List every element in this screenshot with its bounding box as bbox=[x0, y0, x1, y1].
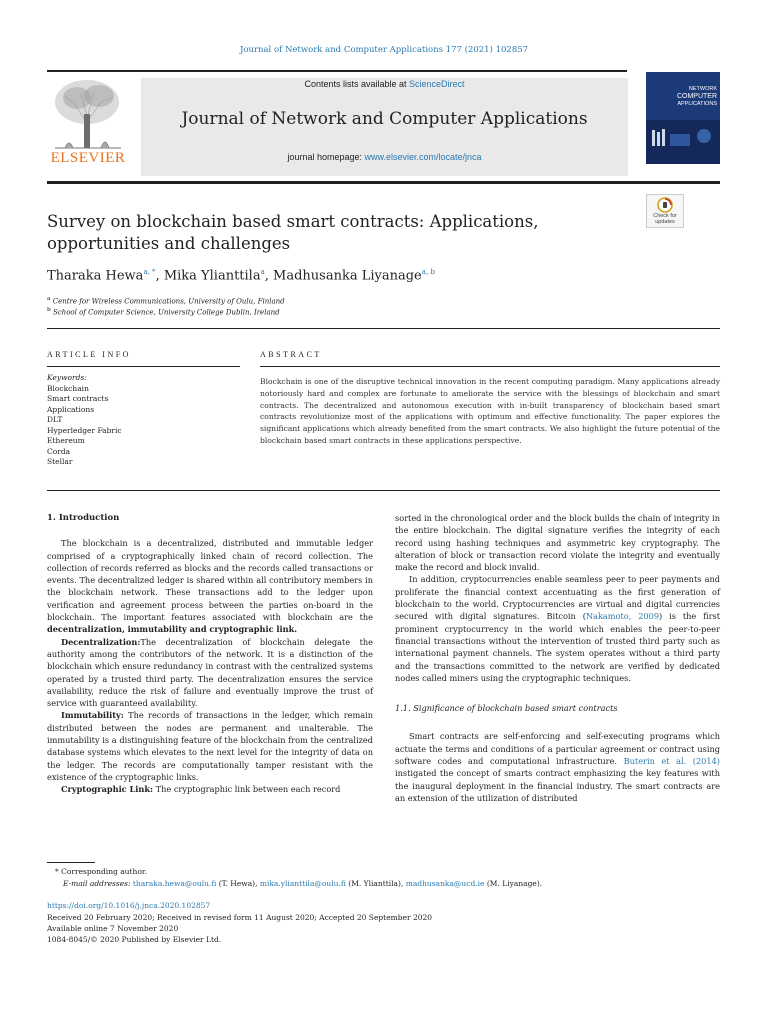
email-owner: (M. Ylianttila), bbox=[345, 879, 406, 888]
affiliation-a bbox=[47, 296, 285, 305]
keyword-item: Stellar bbox=[47, 457, 73, 466]
abstract-text: Blockchain is one of the disruptive technical innovation in the recent computing paradigm. Many applications already notoriously hard and complex are fortunate to ameliorate the service with the blessings of blockchain and smart contracts. The decentralized and autonomous execution with in-built transparency of blockchain based smart contracts revolutionize most of the applications with optimum and effective functionality. The paper explores the significant applications which already benefited from the smart contracts. We also highlight the future potential of the blockchain based smart contracts in these applications perspective. bbox=[260, 377, 720, 445]
contents-prefix: Contents lists available at bbox=[304, 79, 410, 89]
author-affil-mark[interactable]: a, b bbox=[421, 268, 435, 276]
crypto-link-label: Cryptographic Link: bbox=[61, 784, 154, 795]
email-owner: (T. Hewa), bbox=[216, 879, 260, 888]
journal-citation-link[interactable]: Journal of Network and Computer Applications 177 (2021) 102857 bbox=[239, 45, 529, 55]
body-right-column bbox=[395, 512, 720, 804]
subsection-heading: 1.1. Significance of blockchain based smart contracts bbox=[395, 703, 618, 714]
paper-title: Survey on blockchain based smart contracts: Applications, opportunities and challenges bbox=[47, 212, 539, 253]
affiliation-text: School of Computer Science, University College Dublin, Ireland bbox=[52, 308, 280, 317]
sciencedirect-link[interactable]: ScienceDirect bbox=[409, 79, 465, 89]
affiliation-b bbox=[47, 307, 280, 316]
elsevier-wordmark: ELSEVIER bbox=[50, 150, 126, 166]
journal-title: Journal of Network and Computer Applications bbox=[181, 109, 588, 129]
check-updates-line1: Check for bbox=[653, 213, 677, 219]
author-name: Tharaka Hewa bbox=[47, 268, 144, 284]
crypto-text: In addition, cryptocurrencies enable seamless peer to peer payments and proliferate the financial context accentuating as the first generation of blockchain to the world. Cryptocurrencies are virtual and digital currencies secured with digital signatures. Bitcoin ( bbox=[395, 574, 720, 622]
keyword-item: DLT bbox=[47, 415, 63, 424]
cover-title-line1: NETWORK bbox=[688, 86, 717, 92]
check-updates-icon bbox=[657, 197, 673, 213]
asterisk-mark: * bbox=[55, 867, 59, 876]
available-date: Available online 7 November 2020 bbox=[47, 924, 179, 933]
check-updates-line2: updates bbox=[655, 219, 675, 225]
corresponding-author-note bbox=[55, 866, 147, 878]
divider-rule bbox=[47, 328, 720, 329]
crypto-link-text: The cryptographic link between each record bbox=[153, 784, 341, 795]
body-paragraph bbox=[47, 709, 373, 783]
intro-text: The blockchain is a decentralized, distributed and immutable ledger comprised of a cryptographically linked chain of record collection. The collection of records referred as blocks and the records called transactions or events. The decentralized ledger is shared within all contributory members in the blockchain network. These transactions add to the ledger upon verification and agreement process between the parties on-board in the blockchain. The important features associated with blockchain are the bbox=[47, 538, 373, 623]
email-link[interactable]: mika.ylianttila@oulu.fi bbox=[259, 879, 346, 888]
author-list: Tharaka Hewa$^{a, *}$, Mika Ylianttila$^a$, Madhusanka Liyanage$^{a, b}$ bbox=[47, 268, 435, 284]
issn-copyright: 1084-8045/© 2020 Published by Elsevier Ltd. bbox=[47, 935, 222, 944]
smart-contract-text: Smart contracts are self-enforcing and self-executing programs which actuate the terms and conditions of a particular agreement or contract using software codes and computational infrastructure. bbox=[395, 731, 720, 767]
decentralization-label: Decentralization: bbox=[61, 636, 141, 647]
header-rule-bottom bbox=[47, 181, 720, 184]
footnote-rule bbox=[47, 862, 95, 863]
body-paragraph bbox=[47, 537, 373, 635]
email-owner: (M. Liyanage). bbox=[484, 879, 543, 888]
article-info-rule bbox=[47, 366, 240, 367]
homepage-link[interactable]: www.elsevier.com/locate/jnca bbox=[364, 152, 482, 162]
affiliation-mark: a bbox=[47, 296, 51, 302]
abstract-rule bbox=[260, 366, 720, 367]
body-paragraph bbox=[47, 636, 373, 710]
email-label: E-mail addresses: bbox=[63, 879, 131, 888]
buterin-citation-link[interactable]: Buterin et al. (2014) bbox=[623, 756, 720, 767]
body-paragraph bbox=[395, 730, 720, 804]
body-left-column bbox=[47, 512, 373, 796]
email-link[interactable]: tharaka.hewa@oulu.fi bbox=[132, 879, 217, 888]
immutability-label: Immutability: bbox=[61, 710, 124, 721]
keywords-block bbox=[47, 373, 237, 468]
received-dates: Received 20 February 2020; Received in revised form 11 August 2020; Accepted 20 September 2020 bbox=[47, 913, 433, 922]
crypto-text-cont: ) is the first prominent cryptocurrency in the world which enables the peer-to-peer financial transactions without the intervention of trusted third party such as international payment channels. The system operates without a third party and the transactions committed to the network are verified by dedicated nodes called miners using the cryptographic techniques. bbox=[395, 611, 720, 683]
email-link[interactable]: madhusanka@ucd.ie bbox=[405, 879, 485, 888]
homepage-line bbox=[141, 152, 628, 162]
doi-link[interactable]: https://doi.org/10.1016/j.jnca.2020.102857 bbox=[47, 901, 211, 910]
body-paragraph: sorted in the chronological order and the block builds the chain of integrity in the entire blockchain. The digital signature verifies the integrity of each record using hashing techniques and asymmetric key cryptography. The alteration of block or transaction record violate the integrity and eventually make the record and block invalid. bbox=[395, 513, 720, 573]
keyword-item: Hyperledger Fabric bbox=[47, 425, 122, 435]
keyword-item: Smart contracts bbox=[47, 394, 109, 403]
keyword-item: Applications bbox=[47, 404, 95, 414]
smart-contract-text-cont: instigated the concept of smarts contract emphasizing the key features with the inaugural deployment in the financial industry. The smart contracts are an extension of the utilization of distributed bbox=[395, 768, 720, 803]
section-heading: 1. Introduction bbox=[47, 513, 120, 523]
journal-cover-image bbox=[646, 72, 720, 164]
cover-title-line3: APPLICATIONS bbox=[677, 100, 717, 107]
intro-bold-text: decentralization, immutability and cryptographic link. bbox=[47, 624, 298, 635]
header-rule-top bbox=[47, 70, 627, 72]
abstract-heading: ABSTRACT bbox=[260, 350, 322, 359]
keyword-item: Corda bbox=[47, 446, 71, 456]
decentralization-text: The decentralization of blockchain delegate the authority among the contributors of the network. It is a distinction of the blockchain which ensure redundancy in contrast with the centralized systems operated by a trusted third party. The decentralization ensures the service availability, reduce the risk of failure and eventually improve the trust of service with guaranteed availability. bbox=[47, 636, 373, 709]
keyword-item: Ethereum bbox=[47, 436, 85, 445]
article-info-heading: ARTICLE INFO bbox=[47, 350, 131, 359]
author-name: Mika Ylianttila bbox=[163, 268, 261, 284]
nakamoto-citation-link[interactable]: Nakamoto, 2009 bbox=[585, 611, 660, 622]
author-name: Madhusanka Liyanage bbox=[273, 268, 422, 284]
homepage-prefix: journal homepage: bbox=[287, 152, 365, 162]
body-paragraph bbox=[47, 783, 373, 795]
affiliation-mark: b bbox=[47, 307, 51, 313]
email-note bbox=[63, 878, 542, 890]
body-paragraph bbox=[395, 573, 720, 684]
affiliation-text: Centre for Wireless Communications, University of Oulu, Finland bbox=[52, 297, 285, 306]
contents-line bbox=[141, 79, 628, 89]
cover-title-line2: COMPUTER bbox=[676, 92, 717, 100]
author-affil-mark[interactable]: a, * bbox=[143, 268, 156, 276]
immutability-text: The records of transactions in the ledger, which remain distributed between the nodes are permanent and unalterable. The immutability is a distinguishing feature of the blockchain from the centralized database systems which elevates to the next level for the integrity of data on the ledger. The records are computationally tamper resistant with the existence of the cryptographic links. bbox=[47, 710, 373, 782]
check-for-updates-button[interactable] bbox=[646, 194, 684, 228]
author-affil-mark[interactable]: a bbox=[260, 268, 265, 276]
keywords-label: Keywords: bbox=[47, 373, 87, 382]
divider-rule bbox=[47, 490, 720, 491]
corresponding-text: Corresponding author. bbox=[61, 867, 148, 876]
keyword-item: Blockchain bbox=[47, 383, 89, 393]
